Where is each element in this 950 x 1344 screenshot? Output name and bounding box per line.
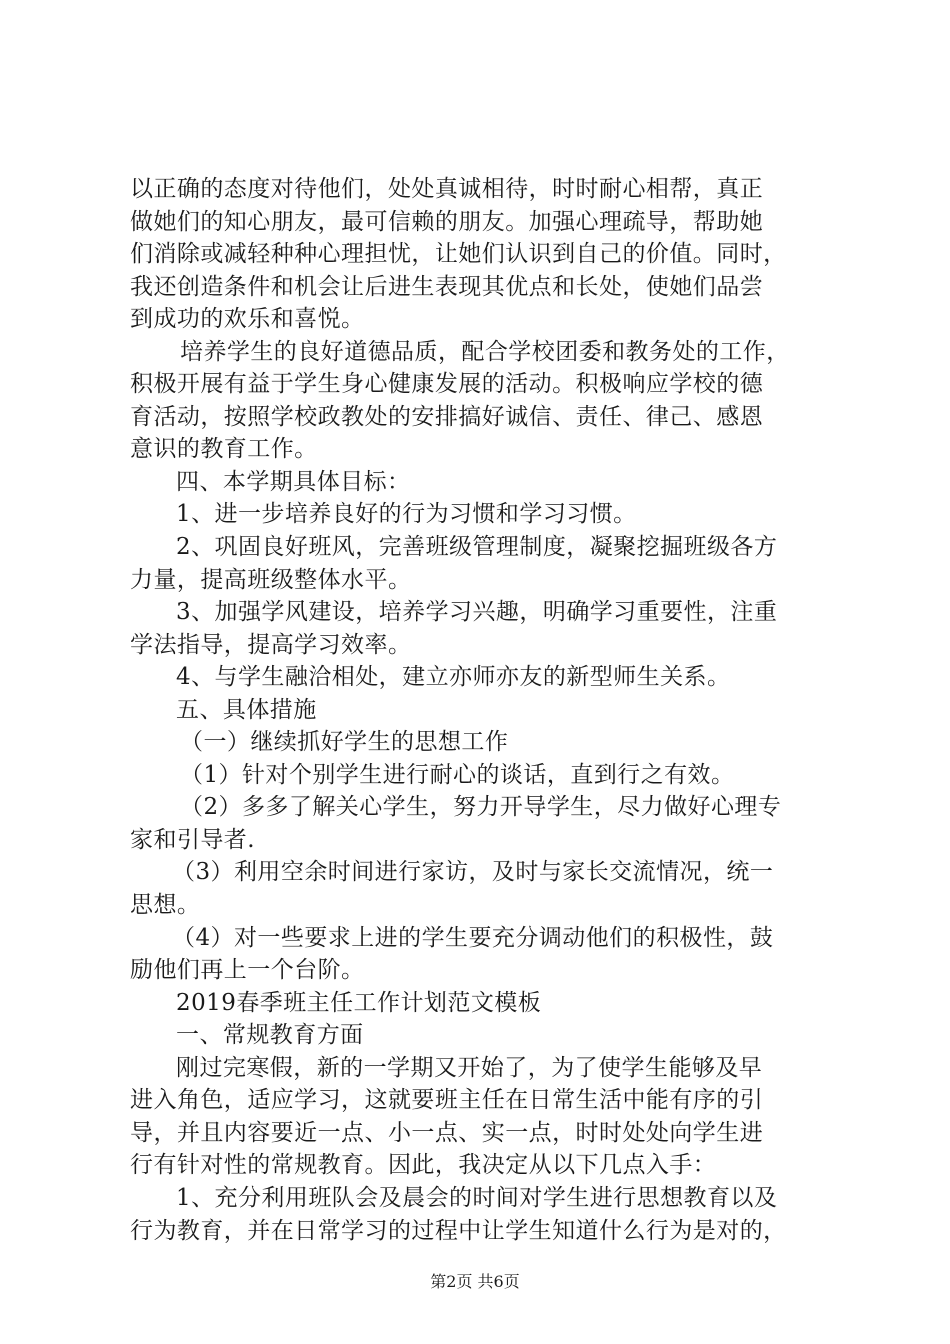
text-line: 思想。 — [130, 892, 201, 919]
section-heading: 五、具体措施 — [176, 696, 317, 723]
text-line: 我还创造条件和机会让后进生表现其优点和长处，使她们品尝 — [130, 273, 764, 300]
list-item: 1、充分利用班队会及晨会的时间对学生进行思想教育以及 — [176, 1184, 778, 1211]
paragraph-start: 培养学生的良好道德品质，配合学校团委和教务处的工作， — [180, 338, 790, 365]
text-line: 意识的教育工作。 — [130, 436, 318, 463]
list-item: 3、加强学风建设，培养学习兴趣，明确学习重要性，注重 — [176, 599, 778, 626]
section-heading: 四、本学期具体目标： — [176, 468, 411, 495]
list-item: （3）利用空余时间进行家访，及时与家长交流情况，统一 — [172, 859, 774, 886]
list-item: 2、巩固良好班风，完善班级管理制度，凝聚挖掘班级各方 — [176, 534, 778, 561]
subsection-heading: （一）继续抓好学生的思想工作 — [180, 729, 509, 756]
text-line: 到成功的欢乐和喜悦。 — [130, 306, 365, 333]
text-line: 导，并且内容要近一点、小一点、实一点，时时处处向学生进 — [130, 1119, 764, 1146]
list-item: （1）针对个别学生进行耐心的谈话，直到行之有效。 — [180, 761, 735, 788]
section-heading: 一、常规教育方面 — [176, 1022, 364, 1049]
text-line: 进入角色，适应学习，这就要班主任在日常生活中能有序的引 — [130, 1087, 764, 1114]
text-line: 以正确的态度对待他们，处处真诚相待，时时耐心相帮，真正 — [130, 176, 764, 202]
list-item: 4、与学生融洽相处，建立亦师亦友的新型师生关系。 — [176, 664, 731, 691]
page-number-footer: 第2页 共6页 — [430, 1272, 520, 1291]
text-line: 行有针对性的常规教育。因此，我决定从以下几点入手： — [130, 1152, 717, 1179]
text-line: 家和引导者. — [130, 826, 256, 853]
text-line: 做她们的知心朋友，最可信赖的朋友。加强心理疏导，帮助她 — [130, 208, 764, 235]
text-line: 们消除或减轻种种心理担忧，让她们认识到自己的价值。同时， — [130, 241, 787, 268]
list-item: （2）多多了解关心学生，努力开导学生，尽力做好心理专 — [180, 794, 782, 821]
text-line: 积极开展有益于学生身心健康发展的活动。积极响应学校的德 — [130, 371, 764, 398]
text-line: 力量，提高班级整体水平。 — [130, 566, 412, 593]
document-subtitle: 2019春季班主任工作计划范文模板 — [176, 989, 542, 1016]
text-line: 学法指导，提高学习效率。 — [130, 631, 412, 658]
document-body — [130, 173, 832, 1247]
text-line: 育活动，按照学校政教处的安排搞好诚信、责任、律己、感恩 — [130, 403, 764, 430]
text-line: 励他们再上一个台阶。 — [130, 957, 365, 984]
list-item: （4）对一些要求上进的学生要充分调动他们的积极性，鼓 — [172, 924, 774, 951]
paragraph-start: 刚过完寒假，新的一学期又开始了，为了使学生能够及早 — [176, 1054, 763, 1081]
list-item: 1、进一步培养良好的行为习惯和学习习惯。 — [176, 501, 637, 528]
text-line: 行为教育，并在日常学习的过程中让学生知道什么行为是对的， — [130, 1217, 787, 1244]
